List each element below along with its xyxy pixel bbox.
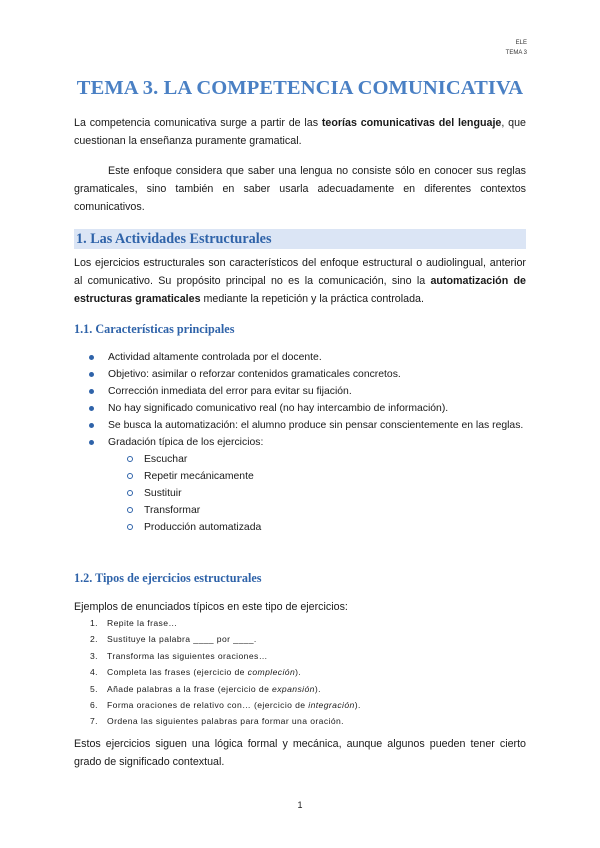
list-item [74,681,526,697]
section-1-heading [74,229,526,249]
list-item-text: Ordena las siguientes palabras para formar una oración. [107,716,344,727]
closing-paragraph-text: Estos ejercicios siguen una lógica formal y mecánica, aunque algunos pueden tener cierto grado de significado contextual. [74,738,526,768]
page-header [506,38,527,58]
intro-p2-text: Este enfoque considera que saber una lengua no consiste sólo en conocer sus reglas gramaticales, sino también en saber usarla adecuadamente en diferentes contextos comunicativos. [74,165,526,213]
intro-p1-bold: teorías comunicativas del lenguaje [321,117,502,129]
bullet-icon [89,389,94,394]
section-1-2-heading-text: 1.2. Tipos de ejercicios estructurales [74,571,262,585]
list-item-text: Gradación típica de los ejercicios: [108,437,264,448]
list-item-italic: expansión [272,683,315,694]
list-item-text: Corrección inmediata del error para evitar su fijación. [108,386,352,397]
sublist-item-text: Repetir mecánicamente [144,471,254,482]
intro-paragraph-2 [74,162,526,216]
section-1-text-b: mediante la repetición y la práctica controlada. [200,293,424,305]
list-number: 7. [90,716,98,727]
list-item-text: Actividad altamente controlada por el docente. [108,352,322,363]
sublist-item [74,468,526,485]
document-title: TEMA 3. LA COMPETENCIA COMUNICATIVA [76,77,524,99]
bullet-icon [89,372,94,377]
list-number: 3. [90,650,98,661]
list-number: 1. [90,618,98,628]
list-item [74,366,526,383]
circle-bullet-icon [127,490,133,496]
circle-bullet-icon [127,473,133,479]
section-1-heading-text: 1. Las Actividades Estructurales [74,229,526,249]
list-item-italic: integración [308,700,355,711]
header-line-1: ELE [515,40,527,46]
closing-paragraph [74,735,526,771]
intro-p1-text-b: , que cuestionan la enseñanza puramente gramatical. [74,117,526,147]
section-1-2-heading [74,571,526,586]
page-number: 1 [297,800,303,810]
circle-bullet-icon [127,456,133,462]
section-1-bold: automatización de estructuras gramaticales [74,275,526,305]
list-item-text: Objetivo: asimilar o reforzar contenidos gramaticales concretos. [108,369,401,380]
sublist-item [74,451,526,468]
bullet-icon [89,355,94,360]
list-item-italic: compleción [247,667,296,678]
gradation-sublist [74,451,526,536]
list-item [74,417,526,434]
list-item-text-end: ). [314,683,321,694]
section-1-1-heading-text: 1.1. Características principales [74,322,235,336]
list-item-text-end: ). [295,667,302,678]
section-1-paragraph [74,254,526,308]
list-item-text: Sustituye la palabra ____ por ____. [107,634,257,645]
sublist-item [74,502,526,519]
section-1-2-lead [74,598,526,616]
list-item [74,615,526,631]
list-number: 5. [90,683,98,694]
list-number: 2. [90,634,98,645]
list-item-text: Completa las frases (ejercicio de [107,667,248,678]
circle-bullet-icon [127,507,133,513]
sublist-item-text: Transformar [144,505,201,516]
list-item-text: Repite la frase… [107,618,178,628]
list-item [74,664,526,680]
bullet-icon [89,406,94,411]
section-1-text-a: Los ejercicios estructurales son característicos del enfoque estructural o audiolingual, anterior al comunicativo. Su propósito principal no es la comunicación, sino la [74,257,526,287]
sublist-item-text: Producción automatizada [144,522,262,533]
sublist-item-text: Escuchar [144,454,188,465]
bullet-icon [89,440,94,445]
list-item [74,383,526,400]
list-item-text-end: ). [354,700,361,711]
list-item [74,434,526,451]
list-item-text: Se busca la automatización: el alumno produce sin pensar conscientemente en las reglas. [108,420,524,431]
circle-bullet-icon [127,524,133,530]
list-number: 6. [90,700,98,711]
list-item-text: Transforma las siguientes oraciones… [107,650,268,661]
sublist-item [74,519,526,536]
list-item [74,713,526,729]
list-item-text: Añade palabras a la frase (ejercicio de [107,683,273,694]
sublist-item-text: Sustituir [144,488,182,499]
section-1-1-heading [74,322,526,337]
list-item [74,697,526,713]
intro-paragraph-1 [74,114,526,150]
list-item-text: No hay significado comunicativo real (no hay intercambio de información). [108,403,449,414]
intro-p1-text-a: La competencia comunicativa surge a partir de las [74,117,322,129]
list-item [74,631,526,647]
sublist-item [74,485,526,502]
characteristics-list [74,349,526,536]
list-number: 4. [90,667,98,678]
list-item [74,648,526,664]
bullet-icon [89,423,94,428]
section-1-2-lead-text: Ejemplos de enunciados típicos en este tipo de ejercicios: [74,601,348,613]
list-item [74,349,526,366]
header-line-2: TEMA 3 [505,50,527,56]
list-item-text: Forma oraciones de relativo con… (ejercicio de [107,700,309,711]
exercise-types-list [74,615,526,730]
list-item [74,400,526,417]
